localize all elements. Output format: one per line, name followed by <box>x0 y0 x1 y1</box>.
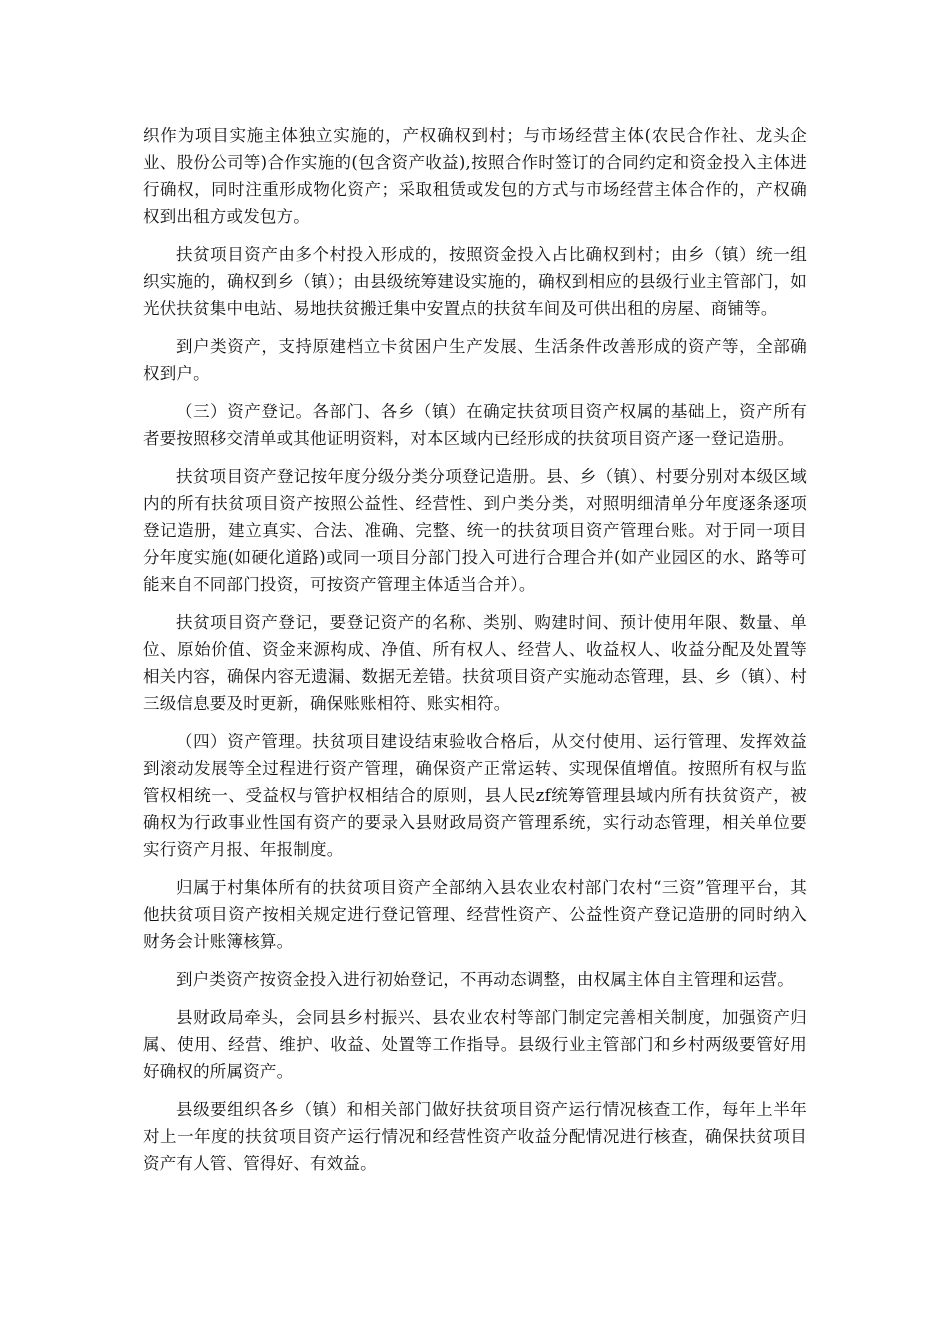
paragraph-finance-bureau-lead: 县财政局牵头，会同县乡村振兴、县农业农村等部门制定完善相关制度，加强资产归属、使用、经营、维护、收益、处置等工作指导。县级行业主管部门和乡村两级要管好用好确权的所属资产。 <box>143 1008 807 1081</box>
paragraph-registration-contents: 扶贫项目资产登记，要登记资产的名称、类别、购建时间、预计使用年限、数量、单位、原始价值、资金来源构成、净值、所有权人、经营人、收益权人、收益分配及处置等相关内容，确保内容无遗漏、数据无差错。扶贫项目资产实施动态管理，县、乡（镇）、村三级信息要及时更新，确保账账相符、账实相符。 <box>143 613 807 713</box>
paragraph-section-asset-management: （四）资产管理。扶贫项目建设结束验收合格后，从交付使用、运行管理、发挥效益到滚动发展等全过程进行资产管理，确保资产正常运转、实现保值增值。按照所有权与监管权相统一、受益权与管护权相结合的原则，县人民zf统筹管理县域内所有扶贫资产，被确权为行政事业性国有资产的要录入县财政局资产管理系统，实行动态管理，相关单位要实行资产月报、年报制度。 <box>143 732 807 859</box>
document-body <box>143 122 807 1188</box>
paragraph-registration-by-year: 扶贫项目资产登记按年度分级分类分项登记造册。县、乡（镇）、村要分别对本级区域内的所有扶贫项目资产按照公益性、经营性、到户类分类，对照明细清单分年度逐条逐项登记造册，建立真实、合法、准确、完整、统一的扶贫项目资产管理台账。对于同一项目分年度实施(如硬化道路)或同一项目分部门投入可进行合理合并(如产业园区的水、路等可能来自不同部门投资，可按资产管理主体适当合并）。 <box>143 467 807 594</box>
paragraph-household-initial-registration: 到户类资产按资金投入进行初始登记，不再动态调整，由权属主体自主管理和运营。 <box>176 970 794 989</box>
paragraph-household-assets: 到户类资产，支持原建档立卡贫困户生产发展、生活条件改善形成的资产等，全部确权到户。 <box>143 337 807 383</box>
paragraph-village-collective: 归属于村集体所有的扶贫项目资产全部纳入县农业农村部门农村“三资”管理平台，其他扶贫项目资产按相关规定进行登记管理、经营性资产、公益性资产登记造册的同时纳入财务会计账簿核算。 <box>143 878 807 951</box>
paragraph-section-asset-registration: （三）资产登记。各部门、各乡（镇）在确定扶贫项目资产权属的基础上，资产所有者要按照移交清单或其他证明资料，对本区域内已经形成的扶贫项目资产逐一登记造册。 <box>143 402 807 448</box>
paragraph-annual-verification: 县级要组织各乡（镇）和相关部门做好扶贫项目资产运行情况核查工作，每年上半年对上一年度的扶贫项目资产运行情况和经营性资产收益分配情况进行核查，确保扶贫项目资产有人管、管得好、有效益。 <box>143 1100 807 1173</box>
paragraph-continuation: 织作为项目实施主体独立实施的，产权确权到村；与市场经营主体(农民合作社、龙头企业、股份公司等)合作实施的(包含资产收益),按照合作时签订的合同约定和资金投入主体进行确权，同时注重形成物化资产；采取租赁或发包的方式与市场经营主体合作的，产权确权到出租方或发包方。 <box>143 126 807 226</box>
paragraph-asset-multi-village: 扶贫项目资产由多个村投入形成的，按照资金投入占比确权到村；由乡（镇）统一组织实施的，确权到乡（镇）；由县级统筹建设实施的，确权到相应的县级行业主管部门，如光伏扶贫集中电站、易地扶贫搬迁集中安置点的扶贫车间及可供出租的房屋、商铺等。 <box>143 245 807 318</box>
